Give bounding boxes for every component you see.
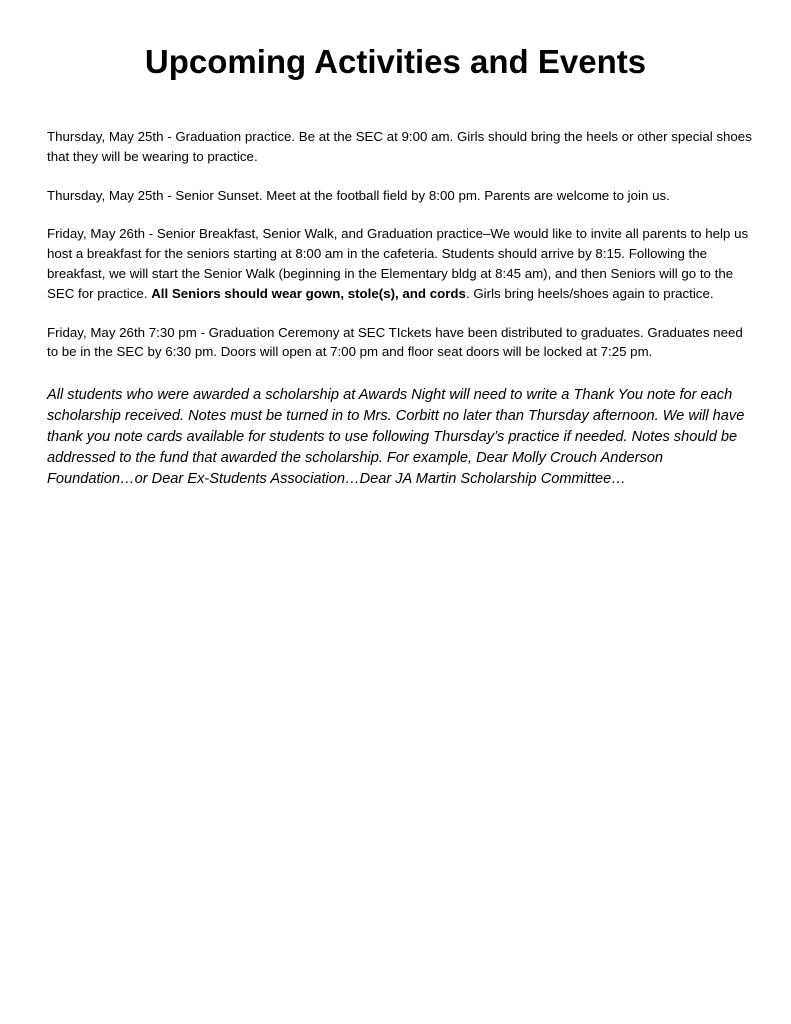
event-senior-breakfast [47,224,752,303]
event-senior-sunset: Thursday, May 25th - Senior Sunset. Meet at the football field by 8:00 pm. Parents are welcome to join us. [47,187,670,203]
event-senior-breakfast-text: Friday, May 26th - Senior Breakfast, Senior Walk, and Graduation practice–We would like to invite all parents to help us host a breakfast for the seniors starting at 8:00 am in the cafeteria. Students should arrive by 8:15. Following the breakfast, we will start the Senior Walk (beginning in the Elementary bldg at 8:45 am), and then Seniors will go to the SEC for practice. [47,226,749,301]
event-senior-breakfast-text-end: . Girls bring heels/shoes again to practice. [465,285,714,301]
page-title: Upcoming Activities and Events [144,43,647,80]
event-senior-breakfast-bold-note: All Seniors should wear gown, stole(s), and cords [151,285,466,301]
event-graduation-ceremony: Friday, May 26th 7:30 pm - Graduation Ceremony at SEC TIckets have been distributed to graduates. Graduates need to be in the SEC by 6:30 pm. Doors will open at 7:00 pm and floor seat doors will be locked at 7:25 pm. [47,324,743,360]
events-section [47,127,752,490]
scholarship-note: All students who were awarded a scholarship at Awards Night will need to write a Thank You note for each scholarship received. Notes must be turned in to Mrs. Corbitt no later than Thursday afternoon. We will have thank you note cards available for students to use following Thursday’s practice if needed. Notes should be addressed to the fund that awarded the scholarship. For example, Dear Molly Crouch Anderson Foundation…or Dear Ex-Students Association…Dear JA Martin Scholarship Committee… [47,387,745,488]
event-graduation-practice: Thursday, May 25th - Graduation practice. Be at the SEC at 9:00 am. Girls should bring the heels or other special shoes that they will be wearing to practice. [47,129,752,164]
